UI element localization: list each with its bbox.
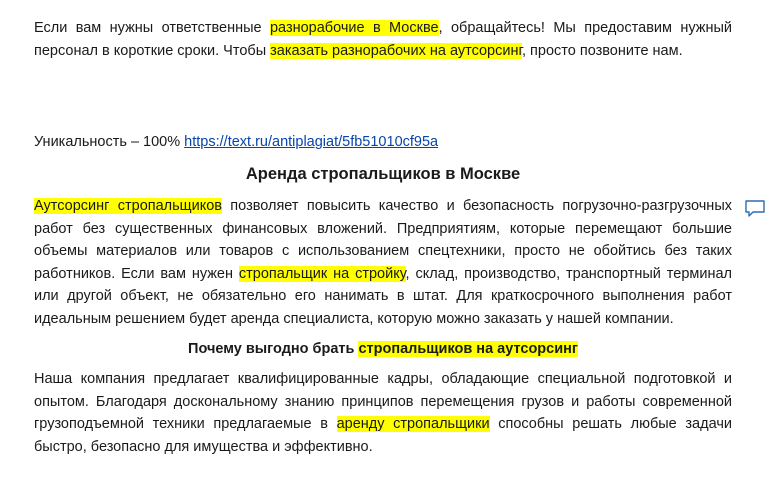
heading-text: Почему выгодно брать	[188, 341, 359, 357]
text-run: Если вам нужны ответственные	[34, 20, 270, 36]
comment-icon-graphic	[744, 199, 766, 219]
paragraph-outsourcing	[34, 195, 732, 331]
text-run: , просто позвоните нам.	[522, 42, 683, 59]
uniqueness-label: Уникальность – 100%	[34, 134, 185, 150]
paragraph-intro	[34, 17, 732, 62]
heading-why-outsource	[34, 338, 732, 360]
antiplagiat-link[interactable]: https://text.ru/antiplagiat/5fb51010cf95a	[184, 134, 439, 150]
uniqueness-line	[34, 131, 438, 153]
text-run: способны решать любые задачи быстро, безопасно для имущества и эффективно.	[34, 416, 732, 455]
highlighted-keyword: аренду стропальщики	[336, 416, 490, 433]
comment-icon[interactable]	[744, 199, 766, 219]
heading-rent-slingers: Аренда стропальщиков в Москве	[245, 165, 521, 183]
text-run: , обращайтесь! Мы предоставим нужный персонал в короткие сроки. Чтобы	[34, 20, 733, 59]
highlighted-keyword: разнорабочие в Москве	[269, 20, 439, 36]
paragraph-company	[34, 368, 732, 458]
highlighted-keyword: стропальщик на стройку	[238, 265, 406, 282]
highlighted-keyword: Аутсорсинг стропальщиков	[34, 198, 222, 214]
text-run: , склад, производство, транспортный терминал или другой объект, не обязательно его нанимать в штат. Для краткосрочного выполнения работ идеальным решением будет аренда специалиста, которую можно заказать у нашей компании.	[34, 265, 732, 327]
highlighted-keyword: заказать разнорабочих на аутсорсинг	[270, 42, 522, 59]
text-run: позволяет повысить качество и безопасность погрузочно-разгрузочных работ без существенных финансовых вложений. Предприятиям, которые перемещают большие объемы материалов или товаров с использованием спецтехники, просто не обойтись без таких работников. Если вам нужен	[34, 198, 732, 282]
text-run: Наша компания предлагает квалифицированные кадры, обладающие специальной подготовкой и опытом. Благодаря доскональному знанию принципов перемещения грузов и работы современной грузоподъемной техники предлагаемые в	[34, 371, 732, 433]
highlighted-keyword: стропальщиков на аутсорсинг	[358, 341, 578, 357]
